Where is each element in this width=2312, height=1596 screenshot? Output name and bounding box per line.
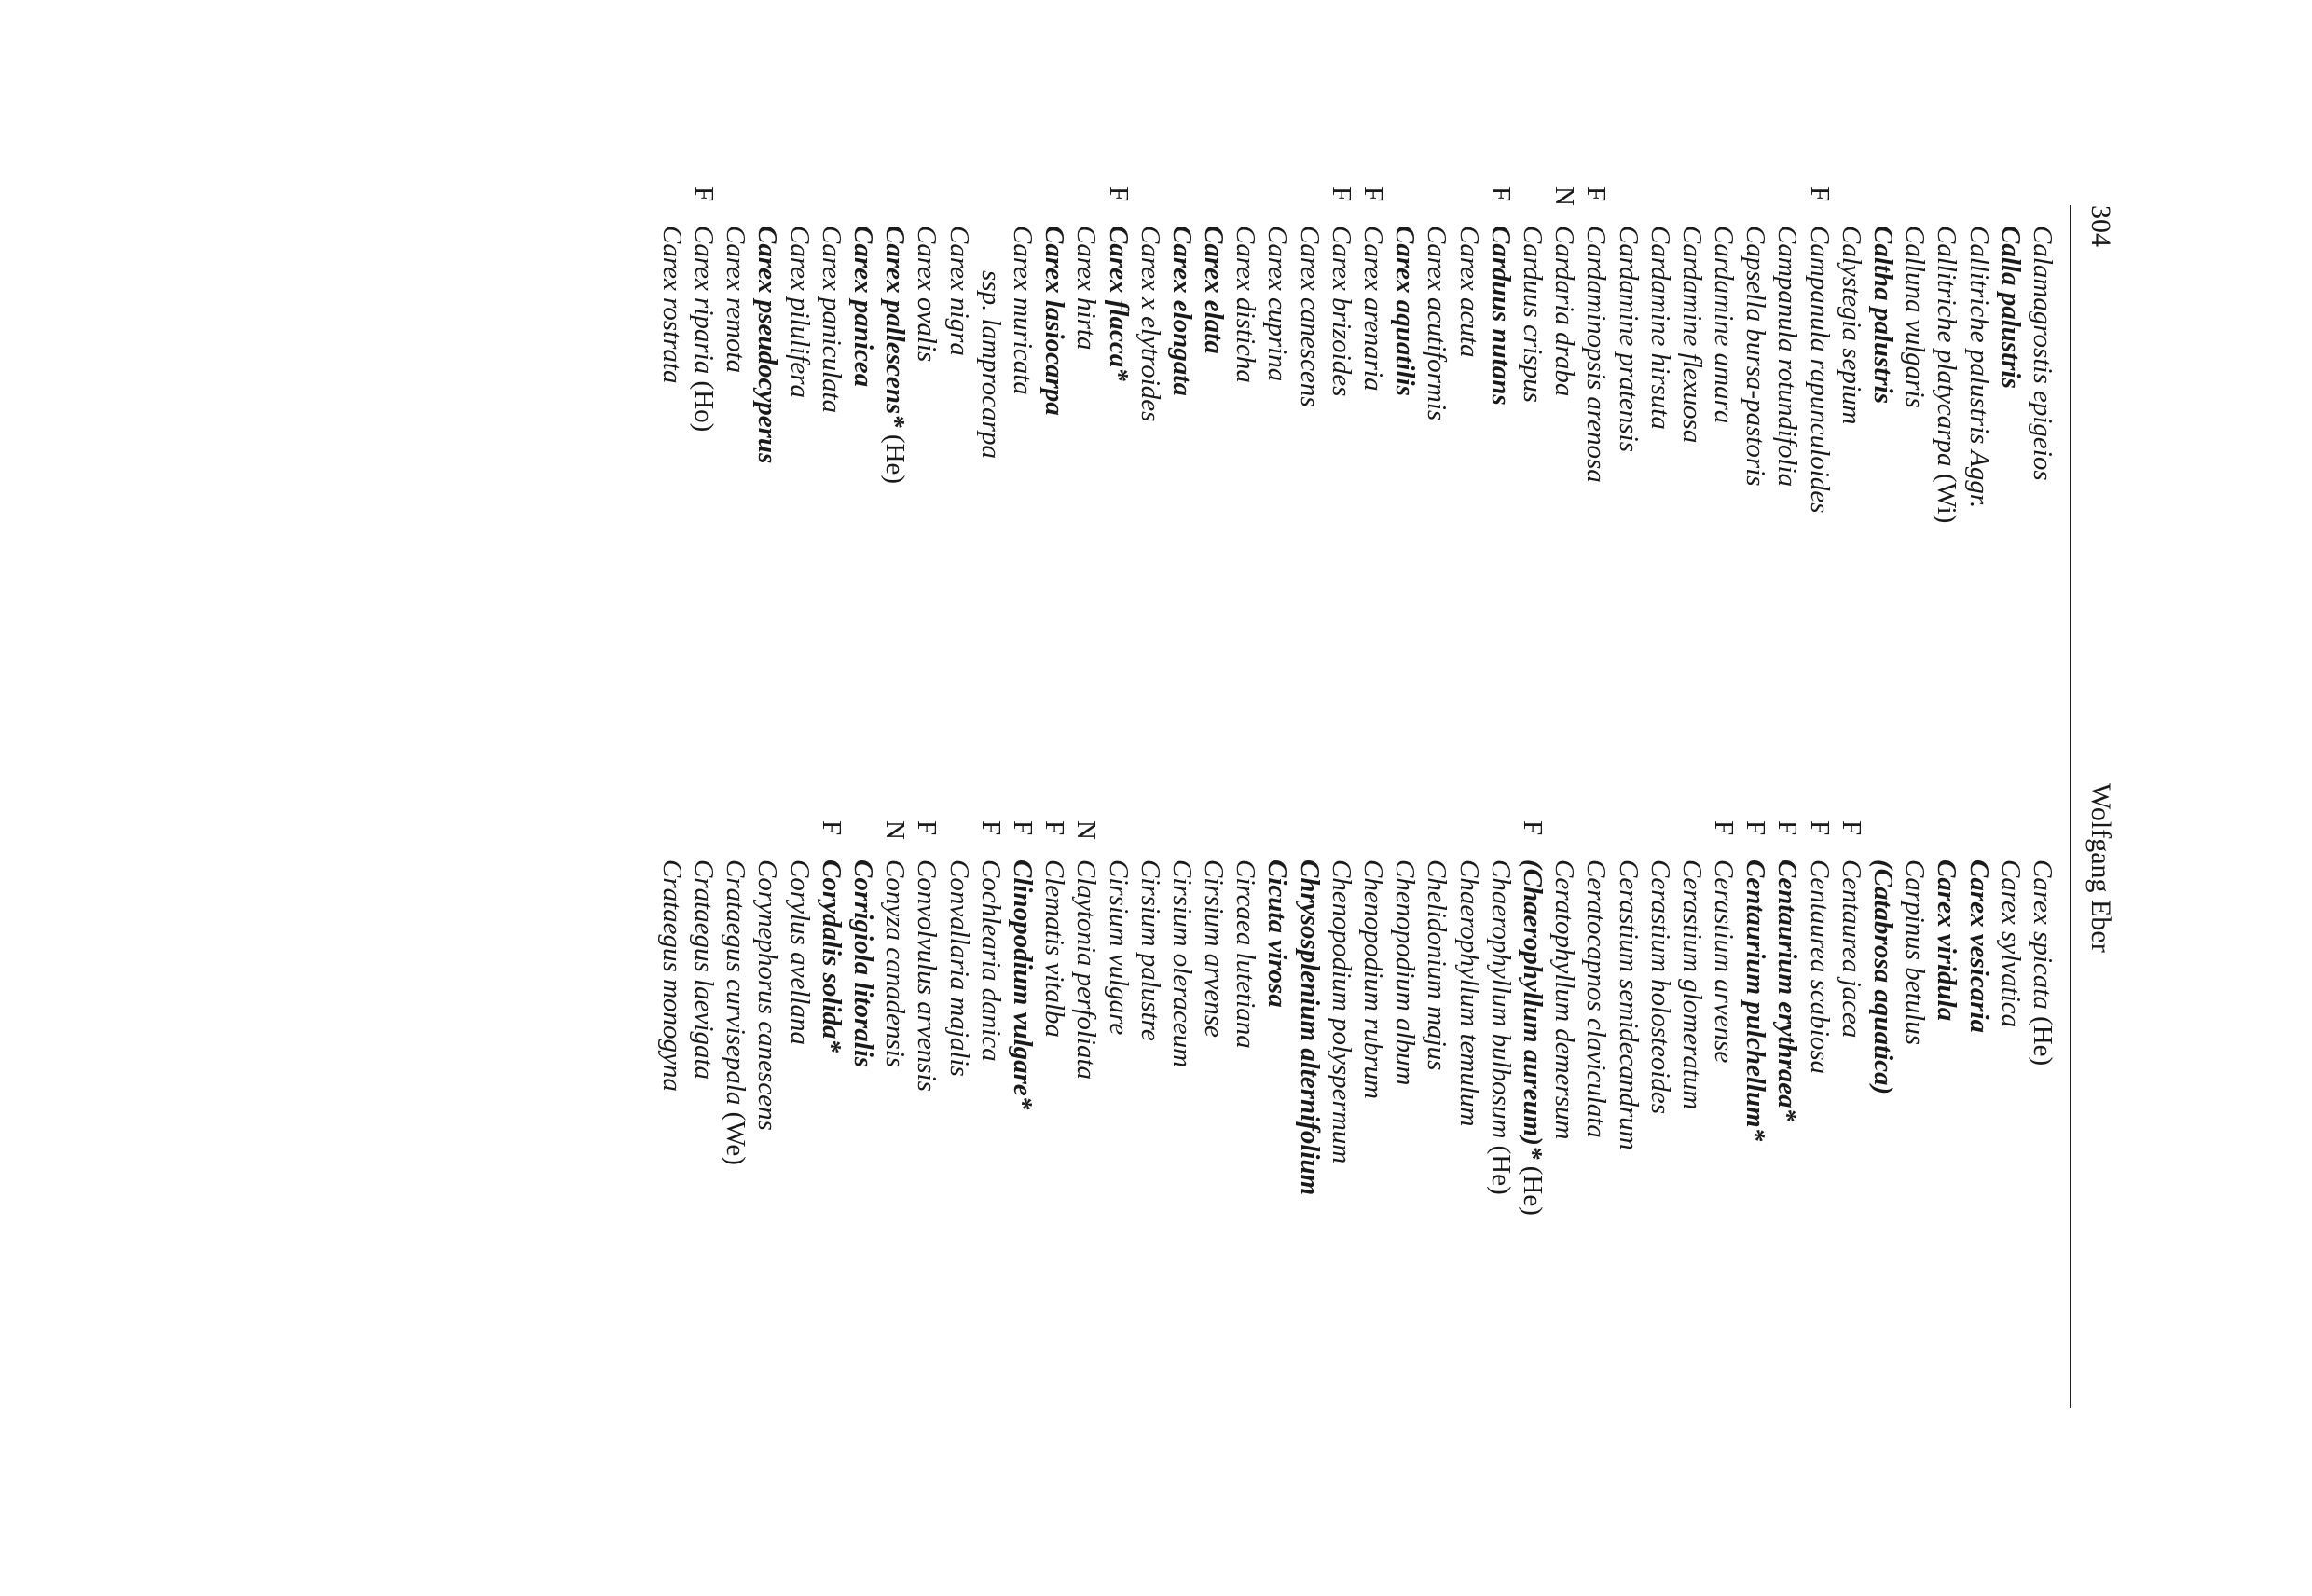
species-name	[1612, 860, 1644, 1150]
species-name-text: Corrigiola litoralis	[848, 860, 879, 1068]
species-name-text: Carex pseudocyperus	[752, 226, 783, 464]
species-name-text: Carex pallescens*	[880, 226, 911, 428]
species-name	[1070, 226, 1102, 350]
species-name	[1676, 226, 1708, 443]
species-entry	[1452, 820, 1484, 1426]
species-entry	[1708, 820, 1740, 1426]
species-name-text: Clematis vitalba	[1039, 860, 1070, 1038]
species-name	[1803, 226, 1835, 514]
species-name-text: Cirsium vulgare	[1103, 860, 1134, 1036]
species-entry	[1421, 820, 1452, 1426]
rotated-page	[233, 186, 2116, 1417]
species-name	[1485, 860, 1517, 1195]
species-entry	[1995, 186, 2027, 792]
species-entry	[911, 186, 943, 792]
species-entry	[751, 820, 783, 1426]
species-name-text: Crataegus monogyna	[656, 860, 687, 1092]
species-entry	[1198, 820, 1230, 1426]
species-entry	[1771, 186, 1803, 792]
species-entry	[1995, 820, 2027, 1426]
status-marker: F	[816, 820, 846, 836]
species-name	[1389, 226, 1421, 396]
species-entry	[688, 186, 720, 792]
species-entry	[1804, 820, 1836, 1426]
species-name-text: Carex canescens	[1294, 226, 1325, 407]
species-name-text: Ceratocapnos claviculata	[1581, 860, 1612, 1138]
species-name-text: Carex viridula	[1932, 860, 1962, 1022]
species-entry	[1007, 820, 1039, 1426]
species-name	[1676, 860, 1708, 1109]
species-name-text: Centaurea scabiosa	[1804, 860, 1835, 1075]
species-entry	[1931, 186, 1962, 792]
species-name	[1580, 860, 1612, 1138]
species-entry	[2027, 186, 2058, 792]
species-name-text: Convallaria majalis	[943, 860, 974, 1077]
species-name-text: Chenopodium album	[1390, 860, 1421, 1086]
species-name	[1899, 226, 1931, 408]
species-entry	[1261, 820, 1293, 1426]
species-entry	[656, 820, 688, 1426]
species-name	[1645, 226, 1676, 430]
species-entry	[784, 820, 816, 1426]
species-name-text: Carex acuta	[1453, 226, 1484, 358]
species-name-text: Carex acutiformis	[1422, 226, 1452, 421]
species-name-text: Crataegus laevigata	[689, 860, 720, 1080]
species-entry	[1740, 186, 1771, 792]
species-name-text: Callitriche palustris Aggr.	[1963, 226, 1994, 509]
species-entry	[943, 186, 974, 792]
species-name-text: Ceratophyllum demersum	[1549, 860, 1580, 1140]
species-entry	[656, 186, 688, 792]
species-entry	[1645, 186, 1676, 792]
header-rule	[2070, 205, 2071, 1408]
species-entry	[1230, 820, 1261, 1426]
species-entry	[879, 820, 911, 1426]
species-name	[1357, 860, 1389, 1099]
species-name	[911, 226, 943, 362]
species-name	[1517, 860, 1548, 1216]
species-entry	[751, 186, 783, 792]
species-entry	[879, 186, 911, 792]
species-name	[1261, 226, 1293, 381]
species-name	[911, 860, 943, 1092]
species-name	[1007, 226, 1039, 395]
species-name-text: Calla palustris	[1995, 226, 2026, 389]
species-name-text: Cochlearia danica	[975, 860, 1006, 1062]
status-marker: F	[1485, 186, 1516, 202]
species-name-text: Carex nigra	[943, 226, 974, 356]
status-marker: F	[1709, 820, 1740, 836]
species-name	[783, 860, 815, 1045]
species-name	[1836, 860, 1867, 1038]
species-name	[1899, 860, 1931, 1045]
species-name	[1867, 226, 1899, 404]
species-name	[1771, 226, 1803, 487]
species-name	[1452, 226, 1484, 357]
species-entry	[1039, 186, 1070, 792]
species-name-text: Chaerophyllum temulum	[1453, 860, 1484, 1127]
species-name	[1421, 226, 1452, 420]
species-name	[1326, 226, 1357, 396]
species-entry	[1548, 186, 1580, 792]
species-name	[1293, 860, 1325, 1195]
species-name-text: Carex elongata	[1166, 226, 1197, 396]
species-name-text: Carex sylvatica	[1995, 860, 2026, 1028]
species-entry	[1517, 186, 1548, 792]
species-entry	[911, 820, 943, 1426]
species-name	[1039, 860, 1070, 1038]
species-name-text: Carex cuprina	[1262, 226, 1293, 382]
species-column-left	[250, 186, 2058, 792]
species-entry	[1389, 186, 1421, 792]
species-name	[1039, 226, 1070, 416]
species-name	[1326, 860, 1357, 1163]
species-name	[1931, 226, 1962, 523]
species-name-text: Carex paniculata	[816, 226, 846, 414]
status-marker: F	[1358, 186, 1389, 202]
status-marker: F	[1518, 820, 1548, 836]
species-entry	[1357, 186, 1389, 792]
species-entry	[784, 186, 816, 792]
species-name	[1931, 860, 1962, 1021]
species-name-text: Calluna vulgaris	[1900, 226, 1931, 408]
species-entry	[816, 186, 847, 792]
status-marker: F	[1804, 820, 1835, 836]
region-suffix: (He)	[1485, 1138, 1516, 1195]
species-name-text: Carex rostrata	[656, 226, 687, 384]
status-marker: F	[1581, 186, 1612, 202]
status-marker: N	[1549, 186, 1580, 206]
species-entry	[1294, 186, 1326, 792]
species-entry	[2027, 820, 2058, 1426]
page-number: 304	[2085, 205, 2116, 247]
species-entry	[1612, 186, 1644, 792]
species-name-text: Cardamine pratensis	[1613, 226, 1644, 453]
species-name-text: Cirsium palustre	[1135, 860, 1165, 1041]
species-entry	[1580, 186, 1612, 792]
species-entry	[1135, 186, 1166, 792]
species-entry	[1389, 820, 1421, 1426]
species-entry	[943, 820, 974, 1426]
species-name	[847, 860, 879, 1067]
species-entry	[975, 820, 1007, 1426]
species-name	[1135, 860, 1166, 1041]
species-name-text: Cerastium holosteoides	[1645, 860, 1675, 1115]
region-suffix: (He)	[2028, 1009, 2057, 1066]
species-entry	[1899, 186, 1931, 792]
species-entry	[1517, 820, 1548, 1426]
species-entry	[1135, 820, 1166, 1426]
species-name	[688, 226, 720, 432]
species-name-text: Chrysosplenium alternifolium	[1294, 860, 1325, 1196]
species-name	[1867, 860, 1899, 1094]
species-entry	[1039, 820, 1070, 1426]
species-name	[1452, 860, 1484, 1126]
species-entry	[1198, 186, 1230, 792]
species-entry	[720, 186, 751, 792]
species-entry	[1836, 820, 1867, 1426]
species-name-text: Carex lasiocarpa	[1039, 226, 1070, 416]
species-name-text: Conyza canadensis	[880, 860, 911, 1068]
species-name	[1740, 226, 1771, 487]
species-name-text: Chaerophyllum bulbosum	[1485, 860, 1516, 1139]
species-name-text: Cardaria draba	[1549, 226, 1580, 397]
species-name	[751, 226, 783, 463]
species-name-text: Cardamine flexuosa	[1676, 226, 1707, 444]
species-entry	[816, 820, 847, 1426]
species-entry	[1230, 186, 1261, 792]
species-name	[816, 860, 847, 1053]
species-name	[1421, 860, 1452, 1070]
species-name	[1708, 226, 1740, 423]
species-name-text: Carex hirta	[1071, 226, 1102, 351]
species-entry	[1962, 186, 1994, 792]
species-entry	[1867, 186, 1899, 792]
species-name-text: Convolvulus arvensis	[912, 860, 943, 1092]
species-name	[1198, 226, 1230, 354]
species-name-text: Corynephorus canescens	[752, 860, 783, 1131]
species-entry	[1102, 820, 1134, 1426]
species-name-text: Carex spicata	[2028, 860, 2057, 1010]
species-name	[1007, 860, 1039, 1109]
species-name-text: Carex elata	[1199, 226, 1230, 354]
species-entry	[1452, 186, 1484, 792]
species-name	[1230, 860, 1261, 1049]
species-entry	[1070, 820, 1102, 1426]
species-entry	[688, 820, 720, 1426]
species-name-text: Carex aquatilis	[1390, 226, 1421, 396]
species-name	[879, 226, 911, 484]
species-name-text: Carex arenaria	[1358, 226, 1389, 392]
species-name-text: Cardamine hirsuta	[1645, 226, 1675, 430]
species-name	[1995, 860, 2027, 1027]
species-entry	[1962, 820, 1994, 1426]
species-entry	[1708, 186, 1740, 792]
species-name	[1548, 226, 1580, 396]
species-name	[1771, 860, 1803, 1121]
species-entry	[1326, 820, 1357, 1426]
species-name-text: Cerastium arvense	[1709, 860, 1740, 1064]
species-name-text: Carduus crispus	[1518, 226, 1548, 403]
running-head: Wolfgang Eber	[2085, 783, 2116, 953]
species-name-text: (Chaerophyllum aureum)*	[1518, 860, 1548, 1160]
species-entry	[1612, 820, 1644, 1426]
species-name	[1803, 860, 1835, 1074]
species-entry	[1421, 186, 1452, 792]
status-marker: F	[912, 820, 943, 836]
species-name-text: Centaurium erythraea*	[1772, 860, 1803, 1122]
species-entry	[1485, 186, 1517, 792]
species-entry	[847, 820, 879, 1426]
species-name-text: Capsella bursa-pastoris	[1741, 226, 1771, 487]
species-name	[720, 860, 751, 1165]
species-entry	[1867, 820, 1899, 1426]
species-name-text: Cardamine amara	[1709, 226, 1740, 424]
species-entry	[1357, 820, 1389, 1426]
species-entry	[1007, 186, 1039, 792]
status-marker: F	[1039, 820, 1070, 836]
page-header	[2060, 205, 2116, 1408]
species-name-text: Chenopodium polyspermum	[1326, 860, 1356, 1164]
status-marker: F	[1008, 820, 1038, 836]
species-name	[1740, 860, 1771, 1141]
species-name	[816, 226, 847, 413]
region-suffix: (Wi)	[1932, 466, 1962, 524]
species-name	[1166, 860, 1198, 1067]
status-marker: N	[880, 820, 911, 840]
species-name-text: Crataegus curvisepala	[721, 860, 751, 1106]
species-name	[1389, 860, 1421, 1085]
status-marker: N	[1071, 820, 1102, 840]
species-name	[1962, 860, 1994, 1033]
species-name	[1070, 860, 1102, 1080]
species-name-text: Claytonia perfoliata	[1071, 860, 1102, 1080]
species-entry	[1326, 186, 1357, 792]
species-name	[1293, 226, 1325, 407]
species-name	[1166, 226, 1198, 396]
species-name-text: Callitriche platycarpa	[1932, 226, 1962, 467]
species-name-text: Cirsium arvense	[1199, 860, 1230, 1038]
species-entry	[847, 186, 879, 792]
species-name-text: Carex muricata	[1008, 226, 1038, 395]
species-name	[1485, 226, 1517, 406]
species-name	[847, 226, 879, 387]
species-entry	[1676, 820, 1708, 1426]
region-suffix: (We)	[721, 1105, 751, 1165]
species-name-text: Circaea lutetiana	[1231, 860, 1261, 1049]
species-name	[1135, 226, 1166, 421]
species-name	[1261, 860, 1293, 1008]
species-name-text: Calamagrostis epigeios	[2028, 226, 2057, 481]
species-entry	[1899, 820, 1931, 1426]
species-name-text: Caltha palustris	[1868, 226, 1899, 404]
species-name	[1580, 226, 1612, 483]
species-name-text: Campanula rotundifolia	[1772, 226, 1803, 488]
species-name	[975, 270, 1007, 459]
species-name-text: Cirsium oleraceum	[1166, 860, 1197, 1068]
species-entry	[720, 820, 751, 1426]
species-entry	[1166, 186, 1198, 792]
species-name	[720, 226, 751, 373]
species-name	[1517, 226, 1548, 403]
species-entry	[1836, 186, 1867, 792]
species-name	[975, 860, 1007, 1062]
species-name	[751, 860, 783, 1131]
species-name-text: Carpinus betulus	[1900, 860, 1931, 1045]
species-name-text: Cerastium semidecandrum	[1613, 860, 1644, 1150]
status-marker: F	[1804, 186, 1835, 202]
species-name	[1357, 226, 1389, 391]
species-entry	[1294, 820, 1326, 1426]
species-name	[879, 860, 911, 1067]
species-column-right	[250, 820, 2058, 1426]
species-name	[1230, 226, 1261, 383]
species-name-text: Centaurea jacea	[1836, 860, 1866, 1039]
species-name	[943, 226, 974, 356]
species-entry	[1070, 186, 1102, 792]
region-suffix: (Ho)	[689, 374, 720, 433]
species-entry	[1261, 186, 1293, 792]
species-name	[656, 226, 688, 383]
species-name	[1198, 860, 1230, 1038]
status-marker: F	[689, 186, 720, 202]
species-name	[1962, 226, 1994, 508]
status-marker: F	[1326, 186, 1356, 202]
species-name	[1995, 226, 2027, 389]
species-name-text: Chelidonium majus	[1422, 860, 1452, 1071]
species-entry	[1771, 820, 1803, 1426]
species-name-text: Corydalis solida*	[816, 860, 846, 1053]
species-name	[1836, 226, 1867, 424]
species-name-text: (Catabrosa aquatica)	[1868, 860, 1899, 1095]
species-name	[2027, 226, 2058, 481]
species-name-text: Carex brizoides	[1326, 226, 1356, 397]
species-name-text: Cardaminopsis arenosa	[1581, 226, 1612, 483]
species-name-text: Carex ovalis	[912, 226, 943, 363]
species-name-text: Centaurium pulchellum*	[1741, 860, 1771, 1142]
status-marker: F	[975, 820, 1006, 836]
species-name-text: Cerastium glomeratum	[1676, 860, 1707, 1110]
species-name	[2027, 860, 2058, 1066]
species-entry	[1804, 186, 1836, 792]
region-suffix: (He)	[1518, 1159, 1548, 1216]
species-entry	[1645, 820, 1676, 1426]
species-name	[1645, 860, 1676, 1114]
species-name-text: Cicuta virosa	[1262, 860, 1293, 1008]
species-name-text: ssp. lamprocarpa	[975, 270, 1006, 459]
species-name	[1102, 226, 1134, 381]
species-name	[1548, 860, 1580, 1139]
species-name-text: Carex panicea	[848, 226, 879, 388]
species-entry	[975, 186, 1007, 792]
species-entry	[1485, 820, 1517, 1426]
species-entry	[1166, 820, 1198, 1426]
species-entry	[1580, 820, 1612, 1426]
species-name	[783, 226, 815, 398]
species-name-text: Carex disticha	[1231, 226, 1261, 383]
status-marker: F	[1103, 186, 1134, 202]
species-name-text: Carex pilulifera	[784, 226, 815, 398]
species-name-text: Carduus nutans	[1485, 226, 1516, 406]
species-name	[1612, 226, 1644, 452]
species-entry	[1676, 186, 1708, 792]
species-name-text: Carex flacca*	[1103, 226, 1134, 381]
status-marker: F	[1741, 820, 1771, 836]
species-name-text: Carex remota	[721, 226, 751, 374]
species-entry	[1740, 820, 1771, 1426]
status-marker: F	[1836, 820, 1866, 836]
species-entry	[1931, 820, 1962, 1426]
species-name-text: Calystegia sepium	[1836, 226, 1866, 425]
species-name	[1708, 860, 1740, 1063]
species-name	[943, 860, 974, 1077]
species-name-text: Clinopodium vulgare*	[1008, 860, 1038, 1110]
species-name-text: Chenopodium rubrum	[1358, 860, 1389, 1099]
species-name-text: Carex vesicaria	[1963, 860, 1994, 1034]
species-name-text: Carex x elytroides	[1135, 226, 1165, 422]
species-name	[656, 860, 688, 1092]
species-name-text: Corylus avellana	[784, 860, 815, 1045]
species-name-text: Carex riparia	[689, 226, 720, 375]
species-name	[1102, 860, 1134, 1035]
region-suffix: (He)	[880, 427, 911, 485]
species-name	[688, 860, 720, 1080]
status-marker: F	[1772, 820, 1803, 836]
species-entry	[1548, 820, 1580, 1426]
species-name-text: Campanula rapunculoides	[1804, 226, 1835, 514]
species-entry	[1102, 186, 1134, 792]
